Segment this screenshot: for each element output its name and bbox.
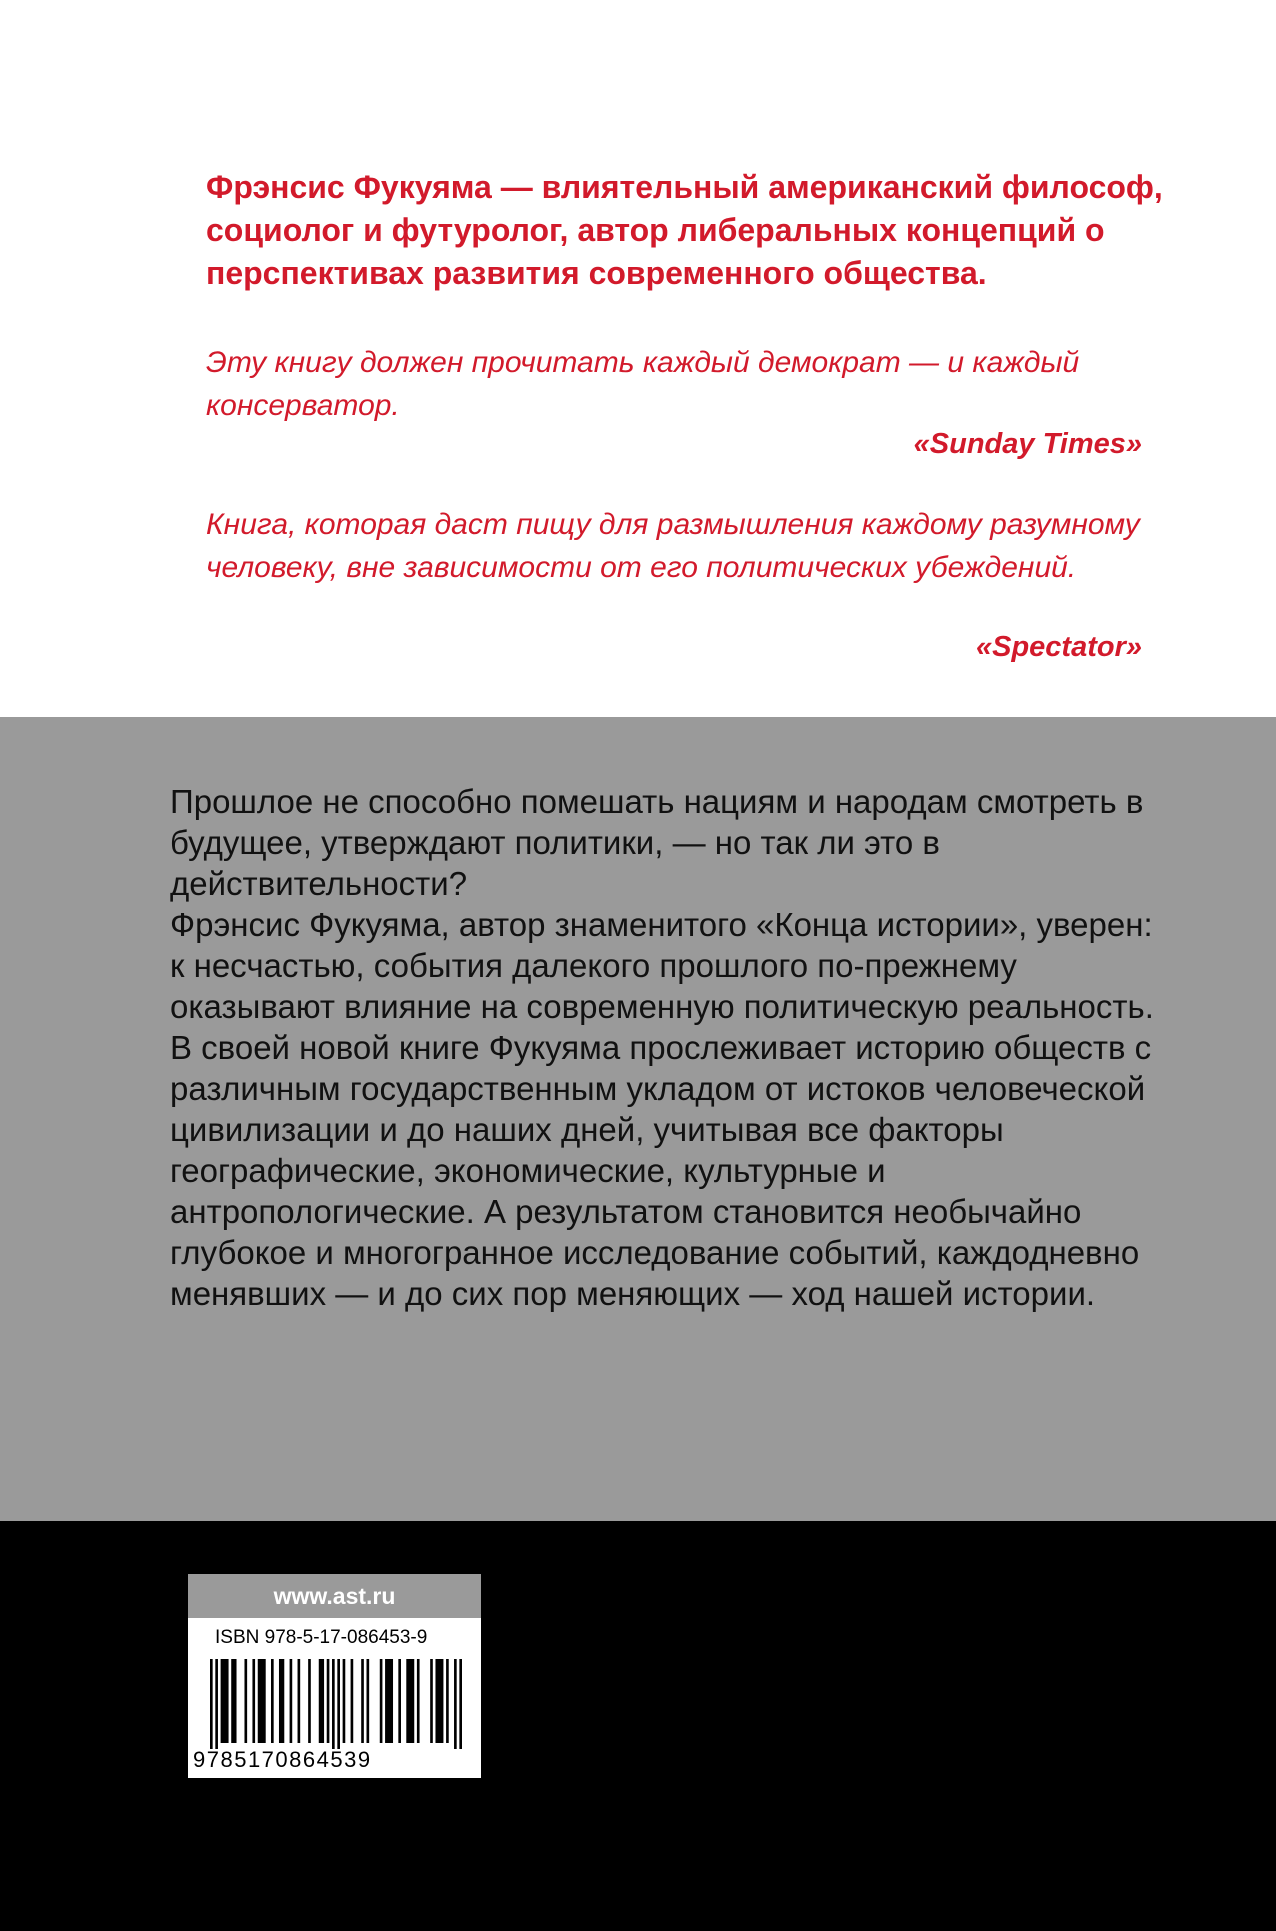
author-intro: Фрэнсис Фукуяма — влиятельный американский философ, социолог и футуролог, автор либеральных концепций о перспективах развития современного общества. <box>206 169 1163 291</box>
review-source-spectator: «Spectator» <box>975 631 1142 663</box>
barcode-bar <box>454 1659 457 1749</box>
barcode-bar <box>398 1659 401 1743</box>
barcode-bar <box>231 1659 236 1743</box>
barcode-bar <box>221 1659 229 1743</box>
review-source-sunday-times: «Sunday Times» <box>913 428 1142 460</box>
barcode-bar <box>210 1659 213 1749</box>
barcode-bar <box>343 1659 346 1743</box>
publisher-website: www.ast.ru <box>188 1574 481 1618</box>
barcode-bar <box>417 1659 420 1743</box>
barcode-bar <box>279 1659 284 1743</box>
barcode-bar <box>215 1659 218 1749</box>
barcode-bar <box>244 1659 247 1743</box>
barcode-bar <box>327 1659 330 1743</box>
barcode-bar <box>252 1659 255 1743</box>
barcode-bar <box>337 1659 340 1749</box>
barcode-bar <box>361 1659 364 1743</box>
review-quote-sunday-times: Эту книгу должен прочитать каждый демократ — и каждый консерватор. <box>206 346 1080 422</box>
barcode-bar <box>380 1659 383 1743</box>
barcode-bar <box>446 1659 449 1743</box>
barcode-bar <box>435 1659 443 1743</box>
barcode-bar <box>319 1659 324 1743</box>
barcode-bar <box>367 1659 370 1743</box>
isbn-barcode <box>210 1659 462 1749</box>
barcode-bar <box>308 1659 311 1743</box>
description-paragraph: В своей новой книге Фукуяма прослеживает историю обществ с различным государственным укладом от истоков человеческой цивилизации и до наших дней, учитывая все факторы географические, экономические, культурные и антропологические. А результатом становится необычайно глубокое и многогранное исследование событий, каждодневно менявших — и до сих пор меняющих — ход нашей истории. <box>170 1029 1152 1312</box>
barcode-bar <box>351 1659 354 1743</box>
barcode-bar <box>271 1659 274 1743</box>
isbn-sticker <box>188 1574 481 1778</box>
barcode-bar <box>459 1659 462 1749</box>
barcode-bar <box>332 1659 335 1749</box>
barcode-bar <box>430 1659 433 1743</box>
book-description <box>170 781 1160 1314</box>
isbn-digits: 9785170864539 <box>193 1747 372 1772</box>
review-quote-spectator: Книга, которая даст пищу для размышления каждому разумному человеку, вне зависимости от его политических убеждений. <box>206 508 1140 584</box>
description-paragraph: Фрэнсис Фукуяма, автор знаменитого «Конца истории», уверен: к несчастью, события далекого прошлого по-прежнему оказывают влияние на современную политическую реальность. <box>170 906 1154 1025</box>
barcode-bar <box>258 1659 266 1743</box>
barcode-bar <box>290 1659 293 1743</box>
isbn-label: ISBN 978-5-17-086453-9 <box>215 1627 428 1648</box>
barcode-bar <box>385 1659 393 1743</box>
barcode-bar <box>298 1659 301 1743</box>
top-panel <box>0 0 1276 717</box>
description-paragraph: Прошлое не способно помешать нациям и народам смотреть в будущее, утверждают политики, — но так ли это в действительности? <box>170 783 1144 902</box>
barcode-bar <box>406 1659 414 1743</box>
